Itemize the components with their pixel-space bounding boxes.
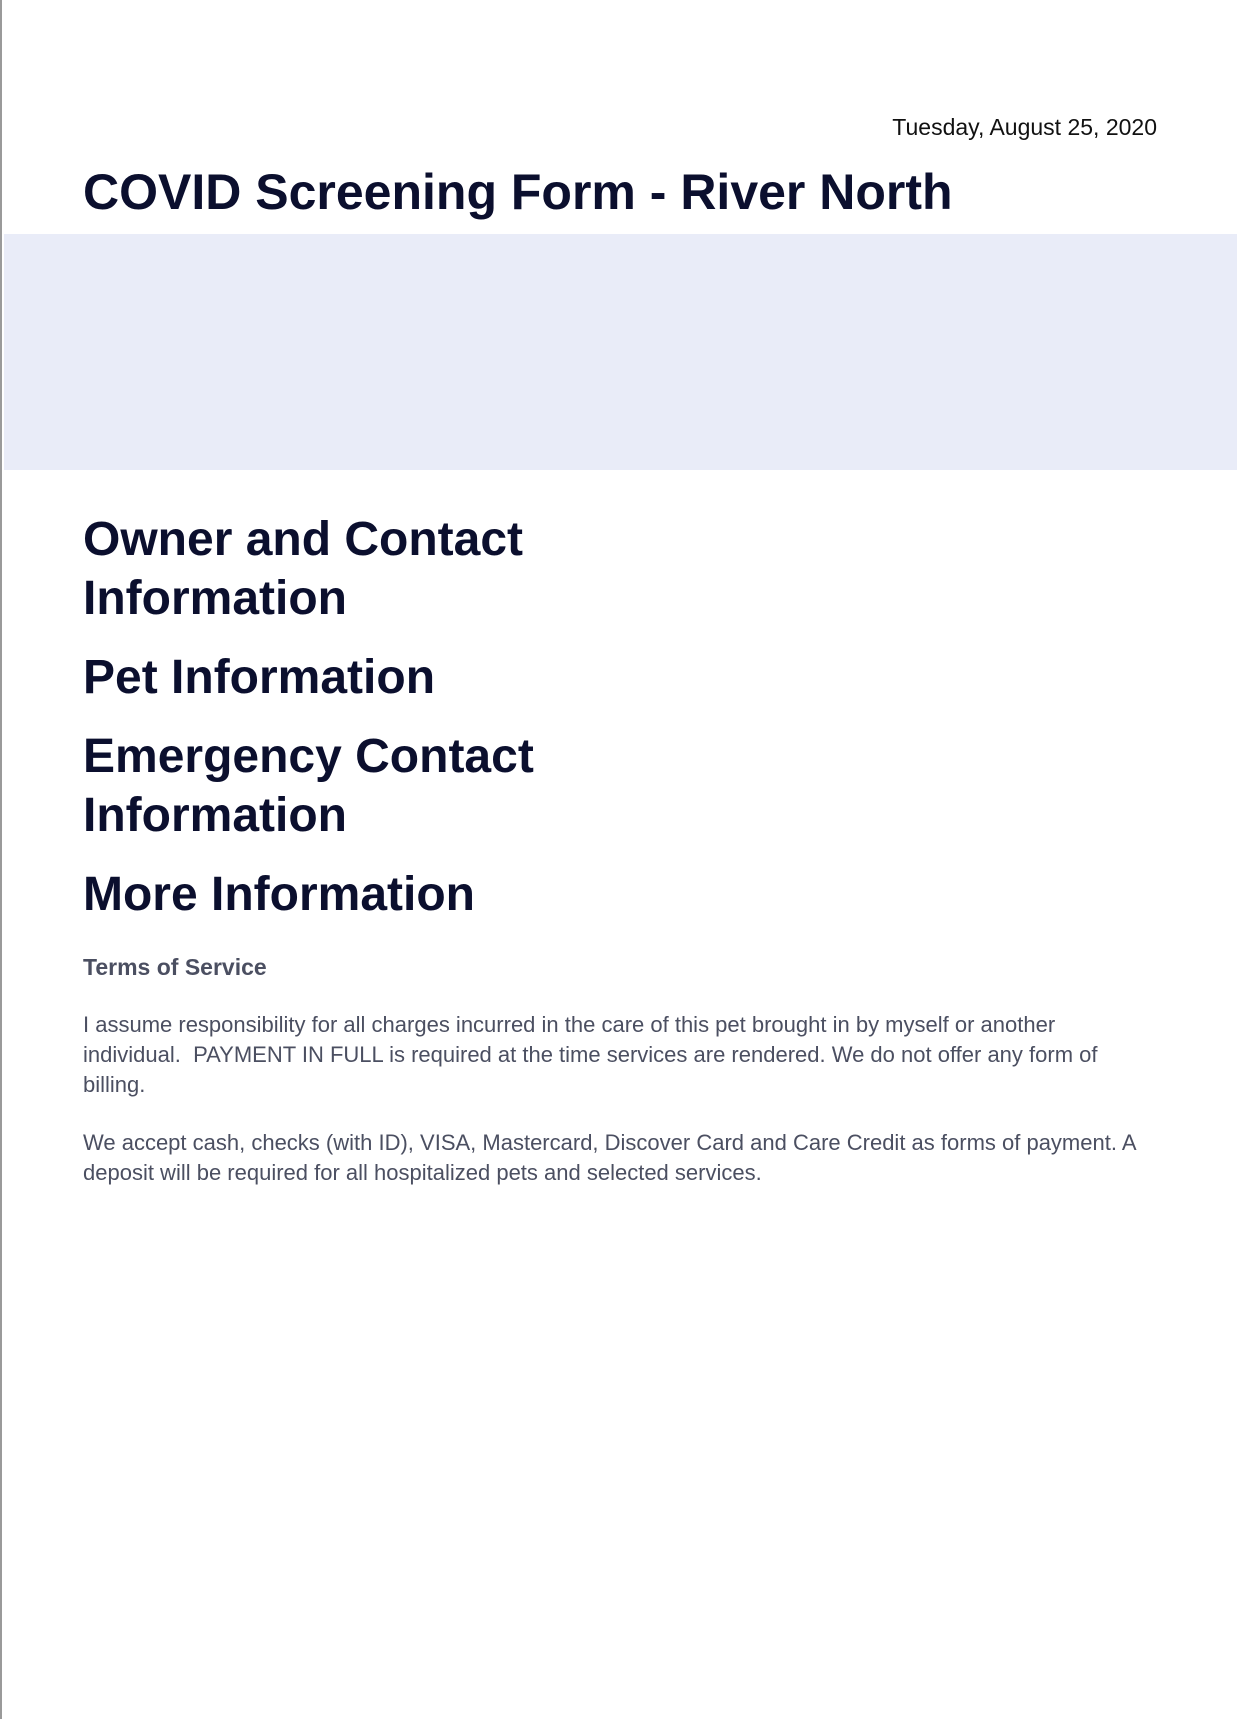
terms-paragraph-responsibility: I assume responsibility for all charges incurred in the care of this pet brought in by myself or another individual. PAYMENT IN FULL is required at the time services are rendered. We do not offer any form of billing. (83, 1012, 1104, 1097)
header-banner (4, 234, 1237, 470)
page-title: COVID Screening Form - River North (83, 164, 953, 220)
terms-paragraph-payment: We accept cash, checks (with ID), VISA, Mastercard, Discover Card and Care Credit as forms of payment. A deposit will be required for all hospitalized pets and selected services. (83, 1130, 1142, 1185)
section-emergency-contact: Emergency Contact Information (83, 730, 534, 842)
terms-heading: Terms of Service (83, 954, 267, 980)
form-date: Tuesday, August 25, 2020 (892, 114, 1157, 140)
form-content (83, 510, 1143, 1188)
section-owner-contact: Owner and Contact Information (83, 513, 524, 625)
section-pet-information: Pet Information (83, 651, 436, 704)
section-more-information: More Information (83, 868, 475, 921)
page-edge (0, 0, 2, 1719)
